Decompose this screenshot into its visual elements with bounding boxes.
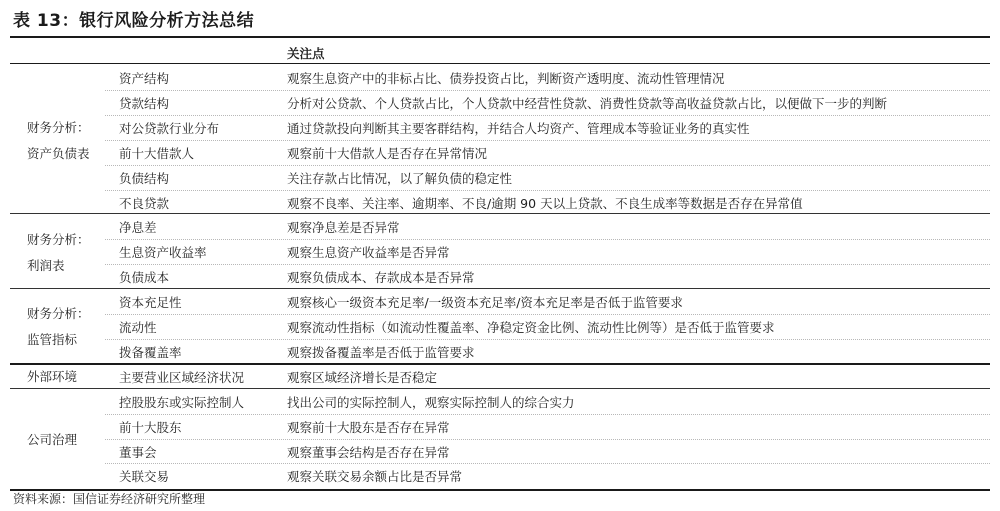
table-title: 表 13：银行风险分析方法总结 [13,11,255,31]
row-item: 对公贷款行业分布 [119,120,220,136]
row-item: 前十大借款人 [119,145,195,161]
group-category: 资产负债表 [27,145,90,161]
group-category: 财务分析： [27,119,90,135]
row-description: 观察董事会结构是否存在异常 [287,444,450,460]
group-rule [10,363,990,365]
header-focus: 关注点 [287,46,325,61]
row-item: 贷款结构 [119,95,170,111]
row-description: 观察区域经济增长是否稳定 [287,369,438,385]
group-category: 外部环境 [27,369,78,385]
row-separator [105,165,990,166]
row-separator [105,439,990,440]
row-separator [105,90,990,91]
row-separator [105,239,990,240]
row-item: 主要营业区域经济状况 [119,369,245,385]
row-item: 资本充足性 [119,295,182,311]
row-description: 通过贷款投向判断其主要客群结构，并结合人均资产、管理成本等验证业务的真实性 [287,120,750,136]
row-item: 董事会 [119,444,157,460]
row-item: 资产结构 [119,71,170,86]
row-item: 控股股东或实际控制人 [119,394,245,410]
row-description: 观察核心一级资本充足率/一级资本充足率/资本充足率是否低于监管要求 [287,295,683,311]
row-description: 观察不良率、关注率、逾期率、不良/逾期 90 天以上贷款、不良生成率等数据是否存在异常值 [287,195,803,211]
row-item: 拨备覆盖率 [119,344,182,360]
row-separator [105,115,990,116]
row-description: 观察生息资产中的非标占比、债券投资占比，判断资产透明度、流动性管理情况 [287,71,725,86]
row-separator [105,314,990,315]
row-description: 找出公司的实际控制人，观察实际控制人的综合实力 [287,394,575,410]
source-note: 资料来源：国信证券经济研究所整理 [13,492,206,506]
row-description: 观察负债成本、存款成本是否异常 [287,270,475,286]
row-item: 生息资产收益率 [119,245,207,261]
row-description: 观察拨备覆盖率是否低于监管要求 [287,344,475,360]
row-description: 观察前十大借款人是否存在异常情况 [287,145,488,161]
row-item: 不良贷款 [119,195,170,211]
row-description: 分析对公贷款、个人贷款占比，个人贷款中经营性贷款、消费性贷款等高收益贷款占比，以便做下一步的判断 [287,95,888,111]
group-category: 公司治理 [27,431,78,447]
group-rule [10,288,990,289]
row-description: 观察前十大股东是否存在异常 [287,419,450,435]
row-description: 关注存款占比情况，以了解负债的稳定性 [287,170,513,186]
row-description: 观察关联交易余额占比是否异常 [287,469,463,485]
row-separator [105,264,990,265]
row-description: 观察流动性指标（如流动性覆盖率、净稳定资金比例、流动性比例等）是否低于监管要求 [287,320,775,335]
group-rule [10,213,990,214]
row-separator [105,463,990,464]
header-rule [10,63,990,64]
group-category: 财务分析： [27,231,90,247]
row-description: 观察生息资产收益率是否异常 [287,245,450,261]
group-rule [10,388,990,389]
row-item: 负债结构 [119,170,170,186]
row-separator [105,140,990,141]
row-item: 负债成本 [119,270,170,286]
row-item: 净息差 [119,220,157,236]
row-separator [105,414,990,415]
group-category: 财务分析： [27,306,90,322]
title-rule [10,36,990,38]
row-description: 观察净息差是否异常 [287,220,400,236]
group-category: 利润表 [27,257,65,273]
row-item: 流动性 [119,320,157,335]
row-separator [105,339,990,340]
row-item: 前十大股东 [119,419,182,435]
row-item: 关联交易 [119,469,170,485]
group-category: 监管指标 [27,332,78,348]
row-separator [105,190,990,191]
